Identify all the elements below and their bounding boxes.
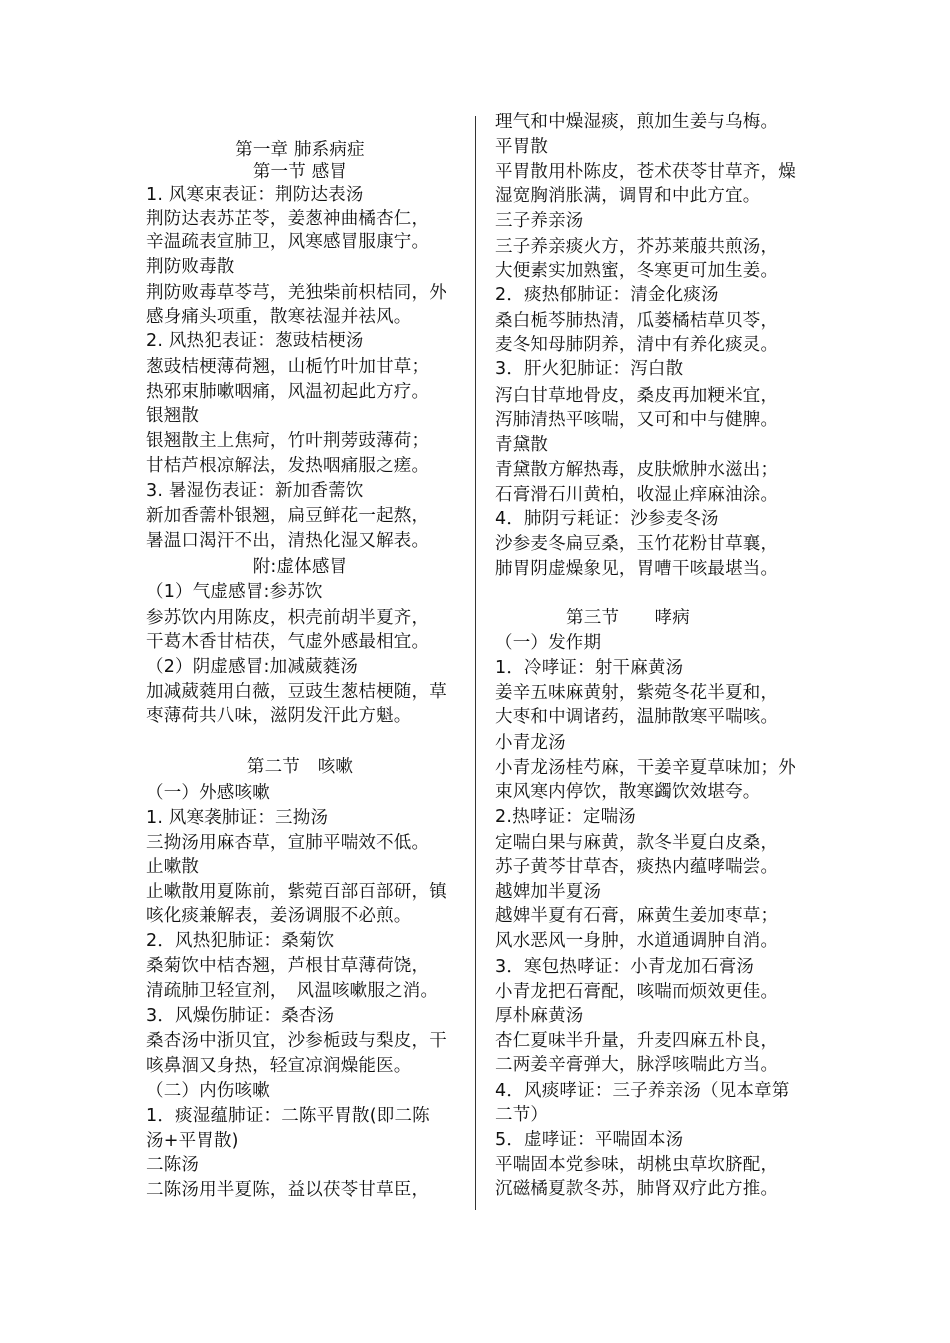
- text-line: 沙参麦冬扁豆桑，玉竹花粉甘草襄，: [495, 534, 779, 554]
- text-line: （一）发作期: [495, 633, 602, 653]
- text-line: 2．风热犯肺证：桑菊饮: [146, 931, 335, 951]
- text-line: 石膏滑石川黄柏，收湿止痒麻油涂。: [495, 485, 779, 505]
- text-line: 甘桔芦根凉解法，发热咽痛服之瘥。: [146, 456, 430, 476]
- text-line: 1．痰湿蕴肺证：二陈平胃散(即二陈: [146, 1106, 430, 1126]
- text-line: 汤+平胃散): [146, 1131, 239, 1151]
- text-line: 越婢加半夏汤: [495, 882, 602, 902]
- text-line: 青黛散方解热毒，皮肤焮肿水滋出；: [495, 460, 779, 480]
- text-line: 二节）: [495, 1105, 549, 1125]
- column-divider: [475, 116, 476, 1210]
- text-line: 束风寒内停饮，散寒蠲饮效堪夸。: [495, 782, 761, 802]
- text-line: 平胃散用朴陈皮，苍术茯苓甘草齐，燥: [495, 162, 796, 182]
- heading: 第三节 哮病: [566, 608, 690, 628]
- text-line: 1. 风寒束表证：荆防达表汤: [146, 185, 364, 205]
- text-line: 1．冷哮证：射干麻黄汤: [495, 658, 684, 678]
- text-line: 3. 暑湿伤表证：新加香薷饮: [146, 481, 364, 501]
- text-line: 葱豉桔梗薄荷翘，山栀竹叶加甘草；: [146, 357, 430, 377]
- text-line: 加减葳蕤用白薇，豆豉生葱桔梗随，草: [146, 682, 447, 702]
- text-line: 平喘固本党参味，胡桃虫草坎脐配，: [495, 1155, 779, 1175]
- text-line: 湿宽胸消胀满，调胃和中此方宜。: [495, 186, 761, 206]
- heading: 第二节 咳嗽: [246, 757, 354, 777]
- text-line: 理气和中燥湿痰，煎加生姜与乌梅。: [495, 112, 779, 132]
- text-line: （2）阴虚感冒:加减葳蕤汤: [146, 657, 359, 677]
- text-line: 桑菊饮中桔杏翘，芦根甘草薄荷饶，: [146, 956, 430, 976]
- text-line: （1）气虚感冒:参苏饮: [146, 582, 323, 602]
- text-line: 干葛木香甘桔茯，气虚外感最相宜。: [146, 632, 430, 652]
- text-line: 参苏饮内用陈皮，枳壳前胡半夏齐，: [146, 608, 430, 628]
- text-line: 咳化痰兼解表，姜汤调服不必煎。: [146, 906, 412, 926]
- text-line: 4．肺阴亏耗证：沙参麦冬汤: [495, 509, 719, 529]
- text-line: 4．风痰哮证：三子养亲汤（见本章第: [495, 1081, 790, 1101]
- text-line: 荆防达表苏芷苓，姜葱神曲橘杏仁，: [146, 209, 430, 229]
- text-line: 大枣和中调诸药，温肺散寒平喘咳。: [495, 707, 779, 727]
- text-line: 三子养亲痰火方，芥苏莱菔共煎汤，: [495, 237, 779, 257]
- text-line: 二陈汤: [146, 1155, 200, 1175]
- text-line: 风水恶风一身肿，水道通调肿自消。: [495, 931, 779, 951]
- text-line: 银翘散: [146, 406, 200, 426]
- text-line: 泻肺清热平咳喘，又可和中与健脾。: [495, 410, 779, 430]
- text-line: 新加香薷朴银翘，扁豆鲜花一起熬，: [146, 506, 430, 526]
- text-line: 5．虚哮证：平喘固本汤: [495, 1130, 684, 1150]
- text-line: 小青龙把石膏配，咳喘而烦效更佳。: [495, 982, 779, 1002]
- heading: 第一节 感冒: [252, 162, 348, 182]
- text-line: 止嗽散: [146, 857, 200, 877]
- text-line: 咳鼻涸又身热，轻宣凉润燥能医。: [146, 1056, 412, 1076]
- text-line: 暑温口渴汗不出，清热化湿又解表。: [146, 531, 430, 551]
- heading: 附:虚体感冒: [252, 557, 348, 577]
- text-line: 小青龙汤: [495, 733, 566, 753]
- text-line: 枣薄荷共八味，滋阴发汗此方魁。: [146, 706, 412, 726]
- text-line: 银翘散主上焦疴，竹叶荆蒡豉薄荷；: [146, 431, 430, 451]
- text-line: （二）内伤咳嗽: [146, 1081, 270, 1101]
- text-line: 感身痛头项重，散寒祛湿并祛风。: [146, 307, 412, 327]
- text-line: 1. 风寒袭肺证：三拗汤: [146, 808, 329, 828]
- text-line: 3．风燥伤肺证：桑杏汤: [146, 1006, 335, 1026]
- text-line: 二两姜辛膏弹大，脉浮咳喘此方当。: [495, 1055, 779, 1075]
- text-line: 2.热哮证：定喘汤: [495, 807, 636, 827]
- text-line: 桑白栀芩肺热清，瓜蒌橘桔草贝苓，: [495, 311, 779, 331]
- text-line: 定喘白果与麻黄，款冬半夏白皮桑，: [495, 833, 779, 853]
- text-line: 止嗽散用夏陈前，紫菀百部百部研，镇: [146, 882, 447, 902]
- text-line: 桑杏汤中浙贝宜，沙参栀豉与梨皮，干: [146, 1031, 447, 1051]
- text-line: 荆防败毒草苓芎，羌独柴前枳桔同，外: [146, 283, 447, 303]
- text-line: 热邪束肺嗽咽痛，风温初起此方疗。: [146, 382, 430, 402]
- text-line: 泻白甘草地骨皮，桑皮再加粳米宜，: [495, 386, 779, 406]
- text-line: 肺胃阴虚燥象见，胃嘈干咳最堪当。: [495, 559, 779, 579]
- text-line: 平胃散: [495, 137, 549, 157]
- heading: 第一章 肺系病症: [235, 140, 365, 160]
- text-line: 辛温疏表宣肺卫，风寒感冒服康宁。: [146, 232, 430, 252]
- text-line: 姜辛五味麻黄射，紫菀冬花半夏和，: [495, 683, 779, 703]
- text-line: 沉磁橘夏款冬苏，肺肾双疗此方推。: [495, 1179, 779, 1199]
- text-line: 3．寒包热哮证：小青龙加石膏汤: [495, 957, 755, 977]
- text-line: （一）外感咳嗽: [146, 783, 270, 803]
- text-line: 3．肝火犯肺证：泻白散: [495, 359, 684, 379]
- text-line: 越婢半夏有石膏，麻黄生姜加枣草；: [495, 906, 779, 926]
- text-line: 杏仁夏味半升量，升麦四麻五朴良，: [495, 1031, 779, 1051]
- text-line: 麦冬知母肺阴养，清中有养化痰灵。: [495, 335, 779, 355]
- text-line: 荆防败毒散: [146, 257, 235, 277]
- text-line: 清疏肺卫轻宣剂， 风温咳嗽服之消。: [146, 981, 439, 1001]
- text-line: 苏子黄芩甘草杏，痰热内蕴哮喘尝。: [495, 857, 779, 877]
- text-line: 2．痰热郁肺证：清金化痰汤: [495, 285, 719, 305]
- text-line: 小青龙汤桂芍麻，干姜辛夏草味加；外: [495, 758, 796, 778]
- text-line: 大便素实加熟蜜，冬寒更可加生姜。: [495, 261, 779, 281]
- text-line: 厚朴麻黄汤: [495, 1006, 584, 1026]
- text-line: 2. 风热犯表证：葱豉桔梗汤: [146, 331, 364, 351]
- text-line: 二陈汤用半夏陈，益以茯苓甘草臣，: [146, 1180, 430, 1200]
- text-line: 三拗汤用麻杏草，宣肺平喘效不低。: [146, 833, 430, 853]
- text-line: 青黛散: [495, 435, 549, 455]
- text-line: 三子养亲汤: [495, 211, 584, 231]
